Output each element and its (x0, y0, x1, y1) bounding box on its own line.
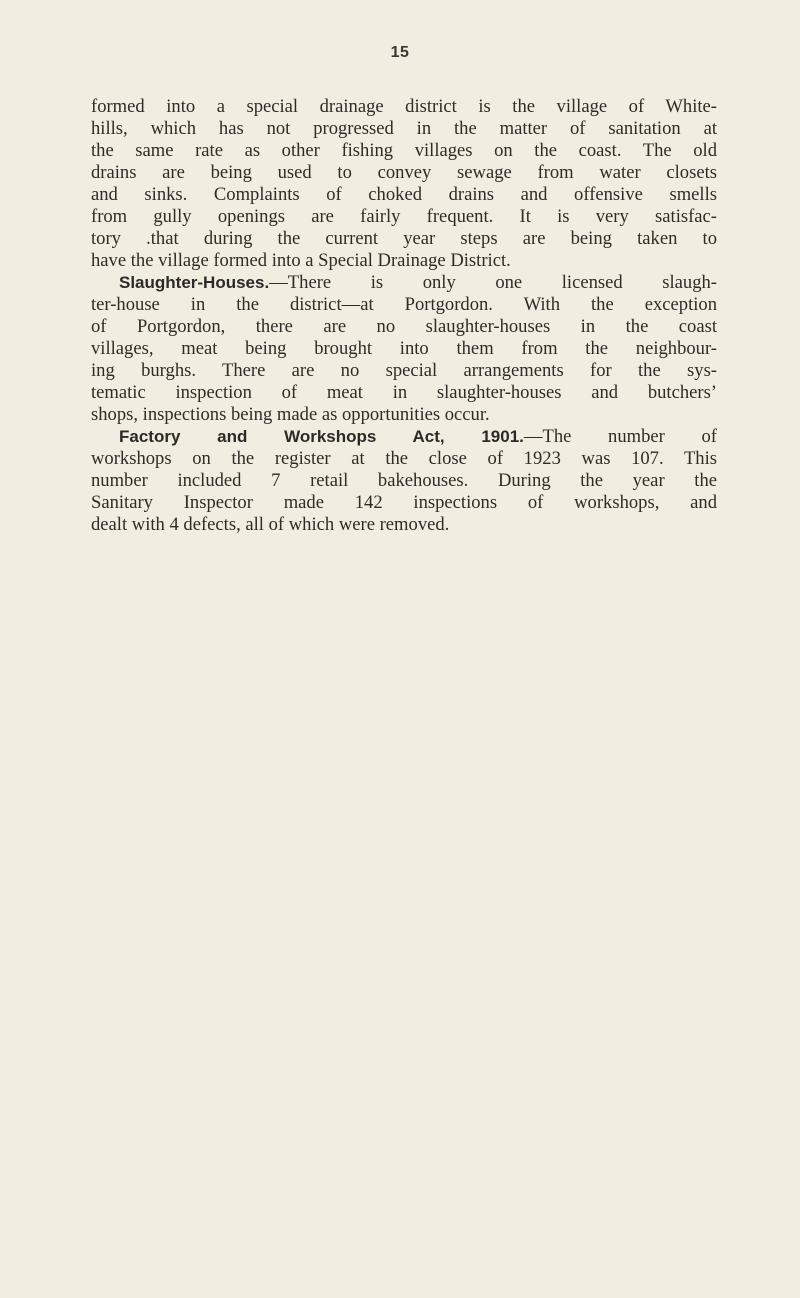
text-run: —There is only one licensed slaugh- (269, 272, 717, 293)
text-line: ing burghs. There are no special arrangements for the sys- (91, 360, 717, 381)
text-line: from gully openings are fairly frequent. It is very satisfac- (91, 206, 717, 227)
section-first-line (91, 426, 717, 448)
text-line: ter-house in the district—at Portgordon. With the exception (91, 294, 717, 315)
text-line: dealt with 4 defects, all of which were removed. (91, 514, 450, 535)
text-line: tematic inspection of meat in slaughter-houses and butchers’ (91, 382, 717, 403)
text-line: tory .that during the current year steps are being taken to (91, 228, 717, 249)
section-heading-factory-workshops-act: Factory and Workshops Act, 1901. (119, 427, 524, 446)
text-line: shops, inspections being made as opportunities occur. (91, 404, 490, 425)
text-line: of Portgordon, there are no slaughter-houses in the coast (91, 316, 717, 337)
text-line: Sanitary Inspector made 142 inspections of workshops, and (91, 492, 717, 513)
text-line: drains are being used to convey sewage from water closets (91, 162, 717, 183)
page-number: 15 (390, 44, 410, 61)
section-heading-slaughter-houses: Slaughter-Houses. (119, 273, 270, 292)
body-text (91, 96, 717, 536)
text-line: have the village formed into a Special Drainage District. (91, 250, 511, 271)
text-line: villages, meat being brought into them from the neighbour- (91, 338, 717, 359)
text-line: workshops on the register at the close of 1923 was 107. This (91, 448, 717, 469)
text-run: —The number of (523, 426, 717, 447)
text-line: number included 7 retail bakehouses. During the year the (91, 470, 717, 491)
section-first-line (91, 272, 717, 294)
text-line: and sinks. Complaints of choked drains and offensive smells (91, 184, 717, 205)
text-line: formed into a special drainage district is the village of White- (91, 96, 717, 117)
text-line: hills, which has not progressed in the matter of sanitation at (91, 118, 717, 139)
text-line: the same rate as other fishing villages on the coast. The old (91, 140, 717, 161)
